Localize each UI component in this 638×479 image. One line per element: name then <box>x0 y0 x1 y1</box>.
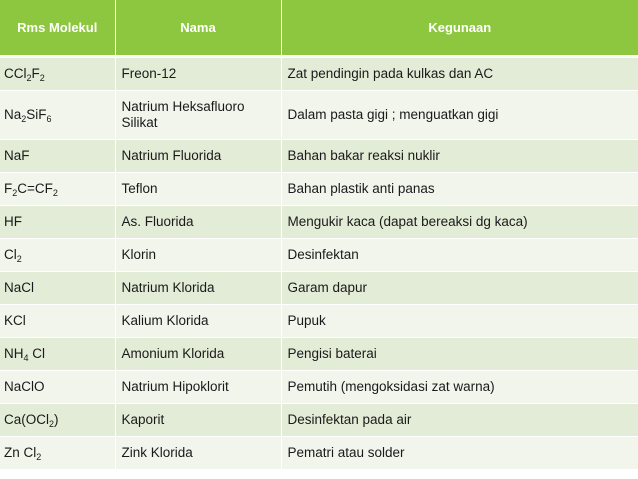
header-row <box>0 0 638 57</box>
table-row <box>0 173 638 206</box>
table-row <box>0 57 638 91</box>
formula-cell <box>0 305 115 338</box>
use-cell: Desinfektan pada air <box>281 404 638 437</box>
table-row <box>0 371 638 404</box>
table-row <box>0 239 638 272</box>
formula-subscript: 2 <box>52 187 58 198</box>
name-cell: Natrium Klorida <box>115 272 281 305</box>
formula-text: NaCl <box>4 279 35 295</box>
name-cell: Teflon <box>115 173 281 206</box>
use-cell: Bahan plastik anti panas <box>281 173 638 206</box>
formula-text: NH <box>4 345 24 361</box>
use-cell: Zat pendingin pada kulkas dan AC <box>281 57 638 91</box>
use-cell: Mengukir kaca (dapat bereaksi dg kaca) <box>281 206 638 239</box>
formula-text: ) <box>54 411 59 427</box>
formula-cell <box>0 239 115 272</box>
formula-cell <box>0 57 115 91</box>
formula-text: Na <box>4 106 22 122</box>
formula-subscript: 2 <box>12 187 18 198</box>
use-cell: Bahan bakar reaksi nuklir <box>281 140 638 173</box>
use-cell: Garam dapur <box>281 272 638 305</box>
formula-subscript: 2 <box>26 72 32 83</box>
formula-cell <box>0 91 115 140</box>
formula-cell <box>0 338 115 371</box>
formula-text: NaF <box>4 147 30 163</box>
formula-cell <box>0 437 115 470</box>
formula-text: Zn Cl <box>4 444 37 460</box>
formula-cell <box>0 206 115 239</box>
formula-text: C=CF <box>17 180 53 196</box>
table-body <box>0 57 638 470</box>
formula-text: Cl <box>4 246 17 262</box>
name-cell: Kalium Klorida <box>115 305 281 338</box>
formula-cell <box>0 173 115 206</box>
formula-text: Cl <box>28 345 46 361</box>
header-name: Nama <box>115 0 281 57</box>
name-cell: Natrium Hipoklorit <box>115 371 281 404</box>
name-cell: Natrium Heksafluoro Silikat <box>115 91 281 140</box>
formula-cell <box>0 140 115 173</box>
use-cell: Desinfektan <box>281 239 638 272</box>
formula-subscript: 2 <box>39 72 45 83</box>
formula-subscript: 2 <box>21 113 27 124</box>
use-cell: Pupuk <box>281 305 638 338</box>
name-cell: Kaporit <box>115 404 281 437</box>
formula-text: NaClO <box>4 378 45 394</box>
formula-text: CCl <box>4 65 27 81</box>
table-row <box>0 305 638 338</box>
formula-cell <box>0 371 115 404</box>
formula-text: F <box>31 65 40 81</box>
name-cell: Freon-12 <box>115 57 281 91</box>
table-row <box>0 140 638 173</box>
use-cell: Pengisi baterai <box>281 338 638 371</box>
formula-text: HF <box>4 213 22 229</box>
formula-text: KCl <box>4 312 26 328</box>
table-row <box>0 338 638 371</box>
formula-subscript: 6 <box>46 113 52 124</box>
formula-subscript: 2 <box>36 451 42 462</box>
name-cell: As. Fluorida <box>115 206 281 239</box>
table-row <box>0 437 638 470</box>
formula-subscript: 4 <box>23 352 29 363</box>
formula-cell <box>0 272 115 305</box>
use-cell: Dalam pasta gigi ; menguatkan gigi <box>281 91 638 140</box>
formula-text: SiF <box>26 106 47 122</box>
header-use: Kegunaan <box>281 0 638 57</box>
table-row <box>0 272 638 305</box>
table-row <box>0 206 638 239</box>
formula-subscript: 2 <box>49 418 55 429</box>
use-cell: Pemutih (mengoksidasi zat warna) <box>281 371 638 404</box>
name-cell: Zink Klorida <box>115 437 281 470</box>
formula-text: Ca(OCl <box>4 411 50 427</box>
name-cell: Amonium Klorida <box>115 338 281 371</box>
formula-text: F <box>4 180 13 196</box>
table-row <box>0 91 638 140</box>
use-cell: Pematri atau solder <box>281 437 638 470</box>
formula-cell <box>0 404 115 437</box>
table-row <box>0 404 638 437</box>
formula-subscript: 2 <box>16 253 22 264</box>
header-formula: Rms Molekul <box>0 0 115 57</box>
name-cell: Natrium Fluorida <box>115 140 281 173</box>
name-cell: Klorin <box>115 239 281 272</box>
